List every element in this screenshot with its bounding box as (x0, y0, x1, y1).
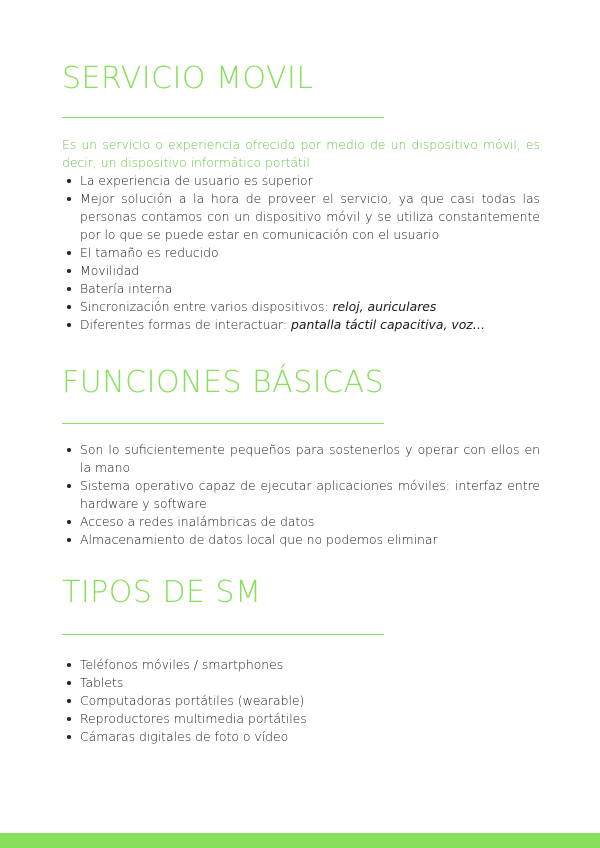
footer-accent-bar (0, 833, 600, 848)
section-servicio-movil (62, 60, 540, 332)
section-funciones-basicas (62, 364, 540, 547)
list-item: Mejor solución a la hora de proveer el servicio, ya que casi todas las personas contamos con un dispositivo móvil y se utiliza constantemente por lo que se puede estar en comunicación con el usuario (80, 191, 540, 242)
bullet-list (62, 656, 540, 746)
title-rule (62, 117, 384, 118)
list-item: Son lo suficientemente pequeños para sostenerlos y operar con ellos en la mano (80, 442, 540, 475)
list-item: La experiencia de usuario es superior (80, 172, 540, 190)
bullet-list (62, 441, 540, 549)
section-intro: Es un servicio o experiencia ofrecido por medio de un dispositivo móvil, es decir, un dispositivo informático portátil (62, 137, 540, 170)
list-item: El tamaño es reducido (80, 244, 540, 262)
list-item: Acceso a redes inalámbricas de datos (80, 513, 540, 531)
section-title: SERVICIO MOVIL (62, 61, 314, 96)
section-title: TIPOS DE SM (62, 575, 262, 610)
list-item: Sincronización entre varios dispositivos: reloj, auriculares (80, 298, 540, 316)
list-item: Teléfonos móviles / smartphones (80, 656, 540, 674)
title-rule (62, 634, 384, 635)
list-item: Reproductores multimedia portátiles (80, 710, 540, 728)
list-item: Tablets (80, 674, 540, 692)
list-item: Batería interna (80, 280, 540, 298)
list-item: Almacenamiento de datos local que no podemos eliminar (80, 531, 540, 549)
list-item: Computadoras portátiles (wearable) (80, 692, 540, 710)
section-tipos-de-sm (62, 574, 540, 744)
section-title: FUNCIONES BÁSICAS (62, 365, 385, 400)
list-item: Cámaras digitales de foto o vídeo (80, 728, 540, 746)
bullet-list (62, 172, 540, 334)
list-item: Diferentes formas de interactuar: pantalla táctil capacitiva, voz… (80, 316, 540, 334)
list-item: Movilidad (80, 262, 540, 280)
title-rule (62, 423, 384, 424)
list-item: Sistema operativo capaz de ejecutar aplicaciones móviles: interfaz entre hardware y software (80, 478, 540, 511)
